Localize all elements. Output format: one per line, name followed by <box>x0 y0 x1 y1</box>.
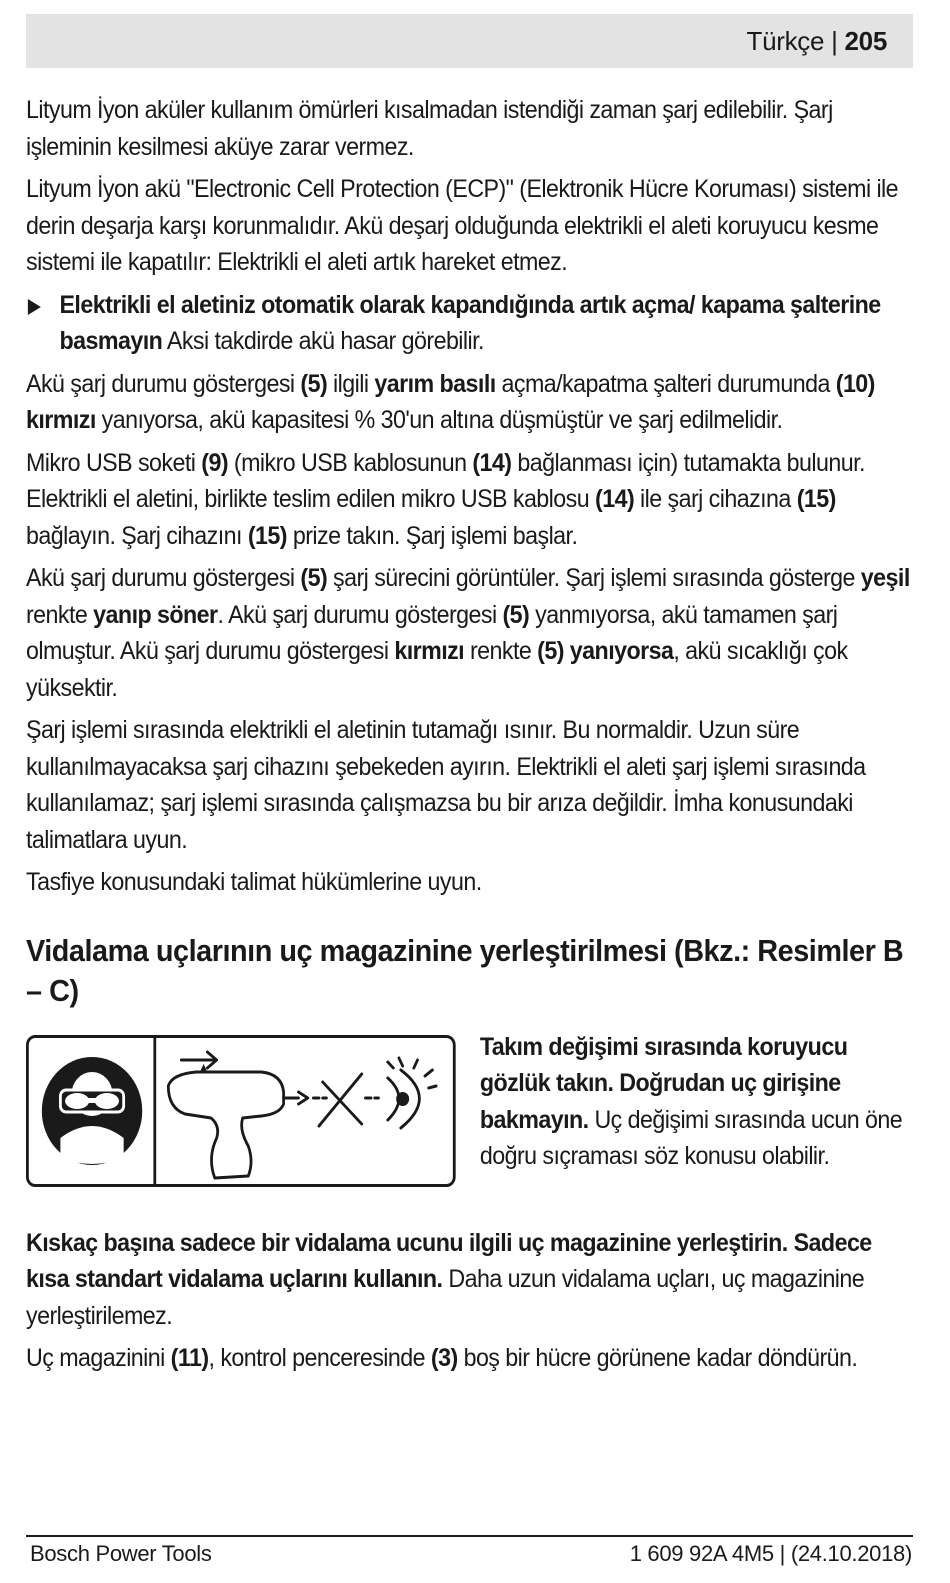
bold-run: (5) yanıyorsa <box>537 637 674 665</box>
bold-run: (10) kırmızı <box>26 369 875 434</box>
text-run: , kontrol penceresinde <box>208 1344 431 1372</box>
text-run: renkte <box>464 637 538 665</box>
bold-run: kırmızı <box>394 637 465 665</box>
page-number: 205 <box>844 26 887 56</box>
bold-run: (14) <box>472 448 512 477</box>
bit-insertion-bold: Kıskaç başına sadece bir vidalama ucunu ilgili uç magazinine yerleştirin. Sadece kısa standart vidalama uçlarını kullanın. <box>26 1228 872 1293</box>
paragraph-rotate-magazine <box>26 1340 914 1377</box>
warning-bullet-icon <box>28 299 41 315</box>
figure-divider <box>153 1038 156 1184</box>
text-run: yanmıyorsa, akü tamamen şarj olmuştur. Akü şarj durumu göstergesi <box>26 600 838 665</box>
text-run: Akü şarj durumu göstergesi <box>26 369 301 398</box>
text-run: yanıyorsa, akü kapasitesi % 30'un altına düşmüştür ve şarj edilmelidir. <box>95 406 783 434</box>
paragraph-bit-insertion <box>26 1225 914 1335</box>
text-run: Mikro USB soketi <box>26 448 202 477</box>
page-header <box>26 14 913 68</box>
bold-run: (5) <box>300 564 328 592</box>
header-language: Türkçe <box>746 26 825 56</box>
text-run: prize takın. Şarj işlemi başlar. <box>286 521 578 550</box>
page-body <box>26 92 914 1383</box>
text-run: boş bir hücre görünene kadar döndürün. <box>457 1344 858 1372</box>
figure-caption-bold: Takım değişimi sırasında koruyucu gözlük takın. Doğrudan uç girişine bakmayın. <box>479 1032 848 1134</box>
bold-run: (5) <box>502 600 530 629</box>
footer-doc-id: 1 609 92A 4M5 | (24.10.2018) <box>629 1541 912 1566</box>
footer-divider <box>26 1535 913 1537</box>
bold-run: (14) <box>595 485 635 513</box>
safety-goggles-icon <box>31 1038 152 1184</box>
bold-run: yarım basılı <box>374 369 496 398</box>
text-run: şarj sürecini görüntüler. Şarj işlemi sırasında gösterge <box>327 564 861 592</box>
text-run: ile şarj cihazına <box>634 485 797 513</box>
text-run: ilgili <box>327 369 375 398</box>
bold-run: yeşil <box>860 564 910 592</box>
bold-run: (15) <box>247 521 287 550</box>
header-text <box>747 26 888 57</box>
bold-run: (9) <box>201 448 229 477</box>
text-run: Uç magazinini <box>26 1344 171 1372</box>
bold-run: (11) <box>170 1344 209 1372</box>
text-run: Akü şarj durumu göstergesi <box>26 564 301 592</box>
text-run: (mikro USB kablosunun <box>228 448 473 477</box>
bold-run: yanıp söner <box>93 600 218 629</box>
paragraph-charging-anytime: Lityum İyon aküler kullanım ömürleri kısalmadan istendiği zaman şarj edilebilir. Şarj işleminin kesilmesi aküye zarar vermez. <box>26 96 833 161</box>
warning-bold-text: Elektrikli el aletiniz otomatik olarak kapandığında artık açma/ kapama şalterine basmayın <box>59 290 881 355</box>
text-run: , akü sıcaklığı çok yüksektir. <box>26 637 848 702</box>
paragraph-charge-process <box>26 560 914 706</box>
figure-caption <box>480 1029 917 1175</box>
paragraph-disposal: Tasfiye konusundaki talimat hükümlerine uyun. <box>26 868 482 896</box>
text-run: . Akü şarj durumu göstergesi <box>217 600 503 629</box>
text-run: renkte <box>26 600 94 629</box>
bit-insertion-text: Daha uzun vidalama uçları, uç magazinine yerleştirilemez. <box>26 1265 865 1330</box>
warning-item <box>26 287 914 360</box>
bold-run: (15) <box>796 485 836 513</box>
paragraph-micro-usb <box>26 445 914 555</box>
bold-run: (5) <box>300 369 328 398</box>
bold-run: (3) <box>430 1344 458 1372</box>
text-run: açma/kapatma şalteri durumunda <box>495 369 836 398</box>
paragraph-ecp: Lityum İyon akü "Electronic Cell Protection (ECP)" (Elektronik Hücre Koruması) sistemi ile derin deşarja karşı korunmalıdır. Akü deşarj olduğunda elektrikli el aleti koruyucu kesme sistemi ile kapatılır: Elektrikli el aleti artık hareket etmez. <box>26 175 899 276</box>
figure-row <box>26 1029 914 1219</box>
text-run: bağlayın. Şarj cihazını <box>26 521 248 550</box>
figure-caption-text: Uç değişimi sırasında ucun öne doğru sıçraması söz konusu olabilir. <box>479 1105 903 1170</box>
screwdriver-no-look-icon <box>159 1038 455 1184</box>
paragraph-handle-warms: Şarj işlemi sırasında elektrikli el aletinin tutamağı ısınır. Bu normaldir. Uzun süre kullanılmayacaksa şarj cihazını şebekeden ayırın. Elektrikli el aleti şarj işlemi sırasında kullanılamaz; şarj işlemi sırasında çalışmazsa bu bir arıza değildir. İmha konusundaki talimatlara uyun. <box>26 716 866 854</box>
warning-text: Aksi takdirde akü hasar görebilir. <box>162 327 484 355</box>
section-heading: Vidalama uçlarının uç magazinine yerleştirilmesi (Bkz.: Resimler B – C) <box>26 932 904 1008</box>
safety-figure <box>26 1035 456 1187</box>
text-run: bağlanması için) tutamakta bulunur. Elektrikli el aletini, birlikte teslim edilen mikro USB kablosu <box>26 448 865 513</box>
paragraph-charge-indicator <box>26 366 914 439</box>
header-separator: | <box>831 26 838 56</box>
footer-brand: Bosch Power Tools <box>30 1541 212 1566</box>
